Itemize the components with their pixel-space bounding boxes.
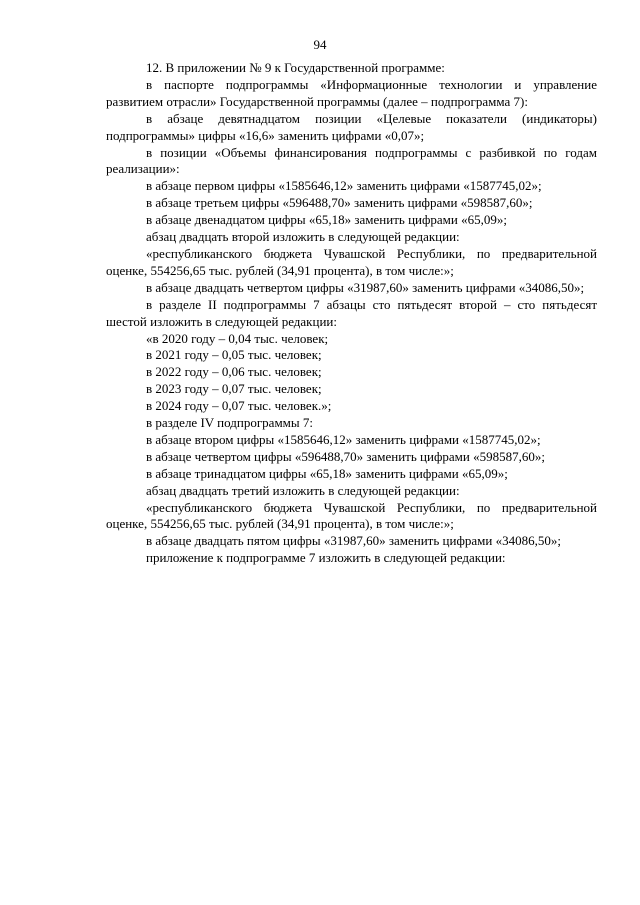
- paragraph: в абзаце четвертом цифры «596488,70» заменить цифрами «598587,60»;: [146, 448, 545, 464]
- paragraph: в абзаце первом цифры «1585646,12» заменить цифрами «1587745,02»;: [146, 178, 542, 194]
- paragraph: в абзаце третьем цифры «596488,70» заменить цифрами «598587,60»;: [146, 195, 533, 211]
- paragraph: абзац двадцать третий изложить в следующей редакции:: [146, 482, 460, 498]
- paragraph: в 2022 году – 0,06 тыс. человек;: [146, 364, 322, 380]
- paragraph: в абзаце двенадцатом цифры «65,18» заменить цифрами «65,09»;: [146, 212, 507, 228]
- paragraph: в разделе II подпрограммы 7 абзацы сто пятьдесят второй – сто пятьдесят шестой изложить в следующей редакции:: [106, 296, 597, 329]
- paragraph: в абзаце тринадцатом цифры «65,18» заменить цифрами «65,09»;: [146, 465, 508, 481]
- paragraph: в 2024 году – 0,07 тыс. человек.»;: [146, 398, 332, 414]
- paragraph: 12. В приложении № 9 к Государственной программе:: [146, 60, 445, 75]
- paragraph: в абзаце двадцать четвертом цифры «31987,60» заменить цифрами «34086,50»;: [146, 279, 585, 295]
- paragraph: в позиции «Объемы финансирования подпрограммы с разбивкой по годам реализации»:: [106, 144, 597, 177]
- paragraph: в 2021 году – 0,05 тыс. человек;: [146, 347, 322, 363]
- paragraph: в паспорте подпрограммы «Информационные технологии и управление развитием отрасли» Государственной программы (далее – подпрограмма 7):: [106, 76, 597, 109]
- page-number: 94: [313, 37, 327, 52]
- paragraph: в абзаце втором цифры «1585646,12» заменить цифрами «1587745,02»;: [146, 431, 541, 447]
- paragraph: «республиканского бюджета Чувашской Республики, по предварительной оценке, 554256,65 тыс. рублей (34,91 процента), в том числе:»;: [106, 245, 597, 278]
- paragraph: в абзаце двадцать пятом цифры «31987,60» заменить цифрами «34086,50»;: [146, 533, 561, 549]
- paragraph: в 2023 году – 0,07 тыс. человек;: [146, 381, 322, 397]
- paragraph: «республиканского бюджета Чувашской Республики, по предварительной оценке, 554256,65 тыс. рублей (34,91 процента), в том числе:»;: [106, 499, 597, 532]
- paragraph: абзац двадцать второй изложить в следующей редакции:: [146, 229, 460, 245]
- paragraph: в разделе IV подпрограммы 7:: [146, 415, 313, 431]
- document-body: [106, 60, 597, 567]
- paragraph: «в 2020 году – 0,04 тыс. человек;: [146, 330, 329, 346]
- paragraph: приложение к подпрограмме 7 изложить в следующей редакции:: [146, 550, 506, 566]
- paragraph: в абзаце девятнадцатом позиции «Целевые показатели (индикаторы) подпрограммы» цифры «16,6» заменить цифрами «0,07»;: [106, 110, 597, 143]
